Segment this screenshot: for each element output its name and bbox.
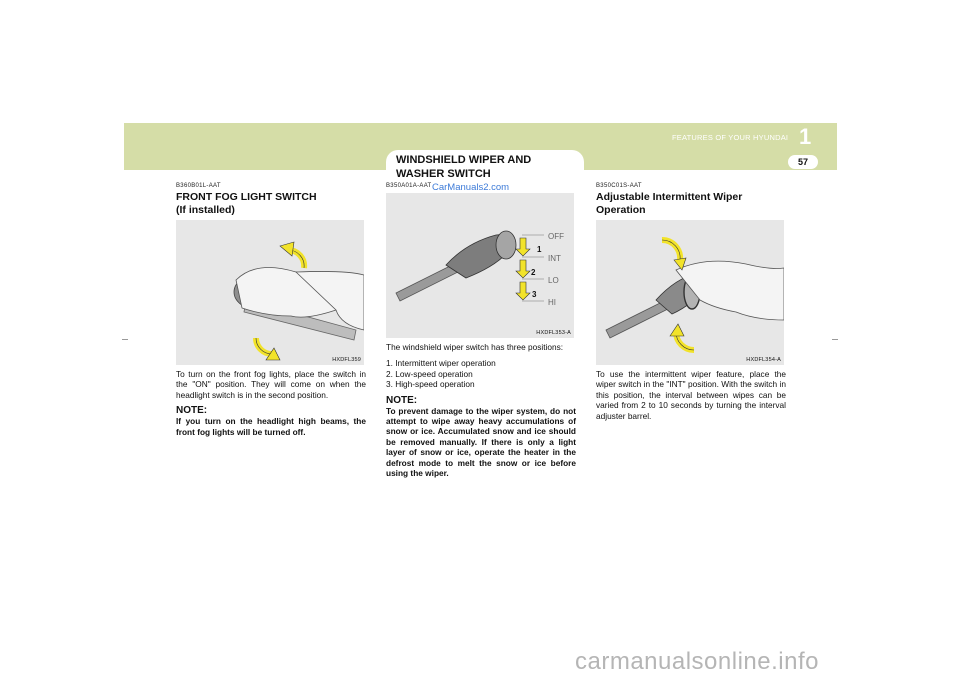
position-label-off: OFF	[548, 232, 564, 241]
position-num-1: 1	[537, 245, 542, 254]
body-text: To turn on the front fog lights, place the switch in the "ON" position. They will come on when the headlight switch is in the second position.	[176, 369, 366, 400]
position-label-hi: HI	[548, 298, 556, 307]
fog-light-illustration	[176, 220, 364, 365]
figure-caption: HXDFL354-A	[746, 357, 781, 363]
list-item: 2. Low-speed operation	[386, 368, 473, 379]
position-arrow-2	[516, 260, 530, 278]
section-code: B350A01A-AAT	[386, 183, 432, 189]
chapter-label: FEATURES OF YOUR HYUNDAI	[672, 133, 789, 142]
crop-mark-right	[832, 339, 838, 340]
figure-caption: HXDFL359	[332, 357, 361, 363]
body-text: The windshield wiper switch has three positions:	[386, 342, 564, 352]
watermark-bottom[interactable]: carmanualsonline.info	[575, 648, 819, 675]
position-arrow-3	[516, 282, 530, 300]
figure-caption: HXDFL353-A	[536, 330, 571, 336]
crop-mark-left	[122, 339, 128, 340]
note-text: To prevent damage to the wiper system, do not attempt to wipe away heavy accumulations of snow or ice. Accumulated snow and ice should be removed manually. If there is only a light layer of snow or ice, operate the heater in the defrost mode to melt the snow or ice before using the wiper.	[386, 405, 576, 479]
chapter-number: 1	[799, 124, 812, 149]
intermittent-wiper-figure	[596, 220, 784, 365]
wiper-positions-list	[386, 358, 576, 389]
interval-adjuster-illustration	[596, 220, 784, 365]
list-item: 1. Intermittent wiper operation	[386, 358, 496, 369]
fog-light-switch-figure	[176, 220, 364, 365]
section-heading: FRONT FOG LIGHT SWITCH (If installed)	[176, 191, 317, 216]
section-heading: Adjustable Intermittent Wiper Operation	[596, 191, 743, 216]
watermark-top[interactable]: CarManuals2.com	[432, 182, 510, 193]
note-label: NOTE:	[176, 405, 208, 417]
page-number: 57	[788, 155, 818, 169]
wiper-switch-figure	[386, 193, 574, 338]
position-label-int: INT	[548, 254, 561, 263]
intermittent-wiper-section	[596, 183, 786, 421]
note-text: If you turn on the headlight high beams, the front fog lights will be turned off.	[176, 416, 366, 437]
note-label: NOTE:	[386, 394, 418, 406]
position-num-3: 3	[532, 290, 537, 299]
wiper-switch-section	[386, 183, 576, 478]
position-num-2: 2	[531, 268, 536, 277]
list-item: 3. High-speed operation	[386, 379, 475, 390]
section-code: B350C01S-AAT	[596, 183, 642, 189]
fog-light-section	[176, 183, 366, 437]
section-title: WINDSHIELD WIPER AND WASHER SWITCH	[396, 154, 532, 180]
body-text: To use the intermittent wiper feature, place the wiper switch in the "INT" position. With the switch in this position, the interval between wipes can be varied from 2 to 10 seconds by turning the interval adjuster barrel.	[596, 369, 786, 421]
wiper-switch-illustration	[386, 193, 574, 338]
section-code: B360B01L-AAT	[176, 183, 221, 189]
position-arrow-1	[516, 238, 530, 256]
position-label-lo: LO	[548, 276, 559, 285]
